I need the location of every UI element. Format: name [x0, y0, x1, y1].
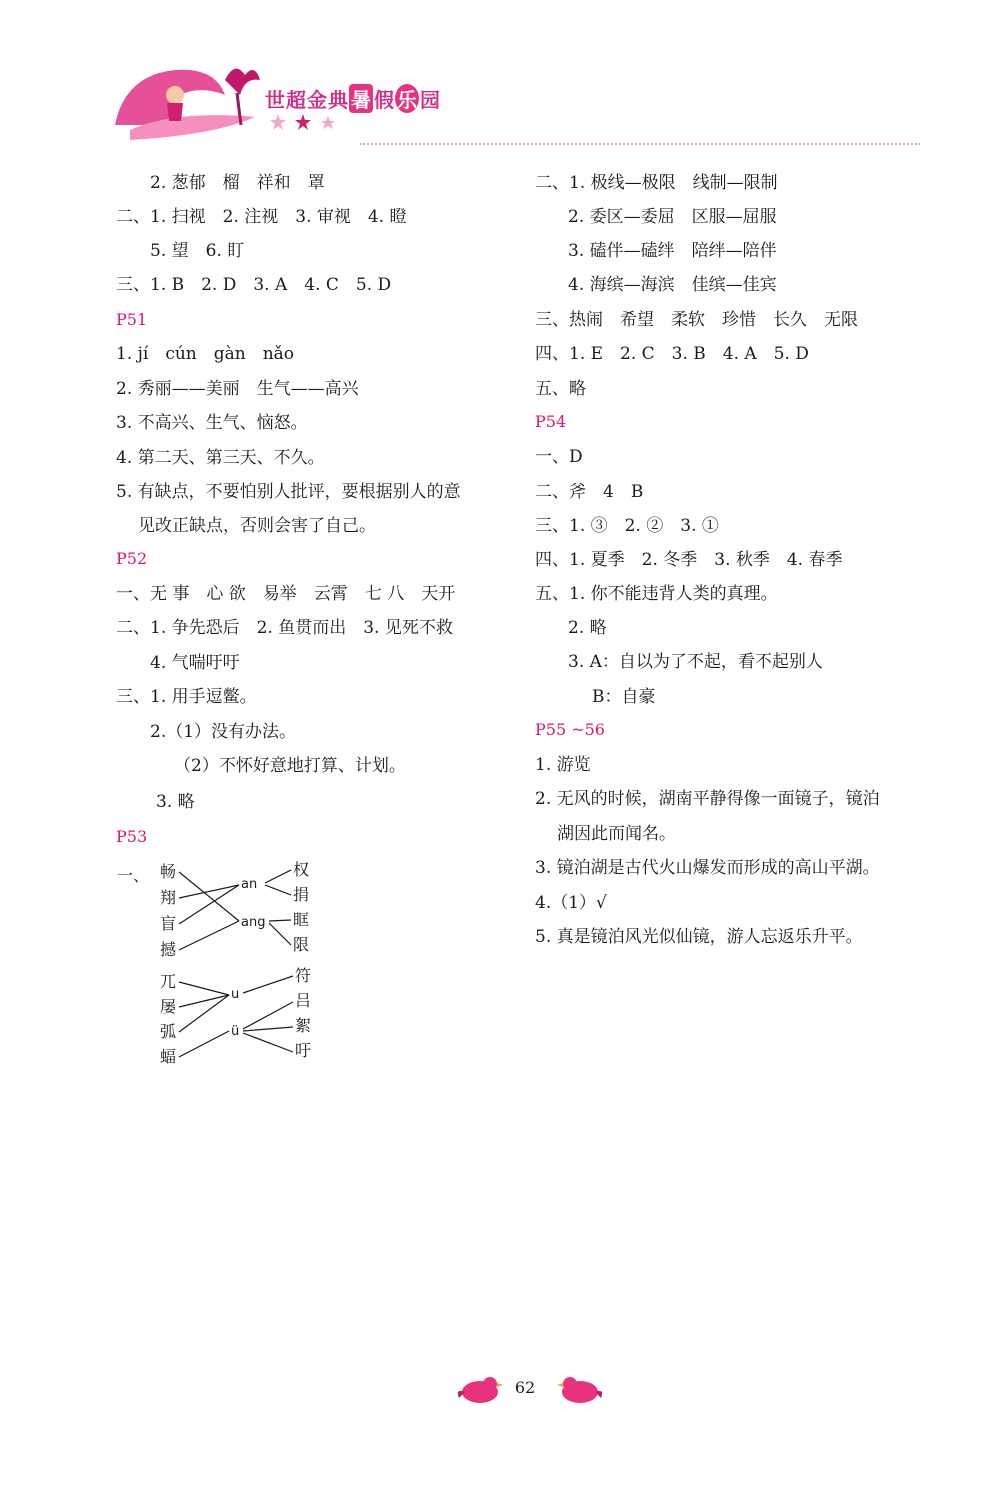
- right-line: 1. 游览: [535, 755, 591, 775]
- section-page-label: P54: [535, 412, 567, 431]
- right-line: 五、1. 你不能违背人类的真理。: [535, 584, 778, 604]
- left-line: 4. 气喘吁吁: [150, 653, 240, 673]
- left-line: 1. jí cún gàn nǎo: [116, 344, 295, 364]
- right-line: 二、斧 4 B: [535, 482, 644, 502]
- right-line: 湖因此而闻名。: [557, 824, 676, 844]
- diagram-char: 吕: [295, 991, 312, 1010]
- right-line: 3. 磕伴—磕绊 陪绊—陪伴: [568, 241, 777, 261]
- diagram-char: 翔: [160, 888, 177, 907]
- left-line: 2. 葱郁 榴 祥和 罩: [150, 173, 325, 193]
- diagram-char: 畅: [160, 862, 177, 881]
- diagram-rhyme: u: [231, 987, 240, 1002]
- right-line: 2. 略: [568, 618, 607, 638]
- left-line: 5. 有缺点，不要怕别人批评，要根据别人的意: [116, 482, 461, 502]
- surfer-logo-icon: [105, 55, 275, 145]
- diagram-char: 吁: [295, 1041, 312, 1060]
- left-line: 三、1. 用手逗鳖。: [116, 687, 257, 707]
- right-line: 4.（1）√: [535, 893, 607, 913]
- diagram-char: 眶: [293, 910, 310, 929]
- title-char: 超: [286, 87, 306, 112]
- left-line: 4. 第二天、第三天、不久。: [116, 448, 325, 468]
- diagram-char: 权: [293, 860, 310, 879]
- diagram-char: 撼: [160, 940, 177, 959]
- diagram-char: 兀: [160, 972, 177, 991]
- diagram-char: 盲: [160, 914, 177, 933]
- right-line: 3. A：自以为了不起，看不起别人: [568, 652, 823, 672]
- diagram-lines-group1: [179, 870, 291, 950]
- title-char: 金: [307, 87, 327, 112]
- diagram-char: 捐: [293, 885, 310, 904]
- page-number: 62: [514, 1378, 536, 1397]
- stars-icon: [268, 112, 358, 132]
- matching-diagram: [115, 855, 355, 1070]
- right-line: 3. 镜泊湖是古代火山爆发而形成的高山平湖。: [535, 858, 880, 878]
- diagram-char: 限: [293, 935, 310, 954]
- title-char: 暑: [349, 84, 373, 113]
- right-line: 五、略: [535, 379, 586, 399]
- bird-left-icon: [458, 1377, 503, 1403]
- diagram-char: 符: [295, 966, 312, 985]
- header-divider: [360, 143, 920, 145]
- right-line: 2. 无风的时候，湖南平静得像一面镜子，镜泊: [535, 789, 880, 809]
- section-page-label: P53: [116, 827, 148, 846]
- right-line: 三、热闹 希望 柔软 珍惜 长久 无限: [535, 310, 858, 330]
- right-line: 三、1. ③ 2. ② 3. ①: [535, 516, 719, 536]
- diagram-char: 弧: [160, 1022, 177, 1041]
- diagram-rhyme: an: [241, 877, 258, 892]
- diagram-char: 蝠: [160, 1047, 177, 1066]
- left-line: （2）不怀好意地打算、计划。: [174, 756, 406, 776]
- right-line: B：自豪: [592, 687, 656, 707]
- diagram-char: 屡: [160, 997, 177, 1016]
- right-line: 二、1. 极线—极限 线制—限制: [535, 173, 778, 193]
- left-line: 三、1. B 2. D 3. A 4. C 5. D: [116, 275, 392, 295]
- diagram-rhyme: ang: [241, 915, 266, 930]
- title-char: 世: [265, 87, 285, 112]
- title-char: 乐: [395, 84, 419, 113]
- title-char: 典: [328, 87, 348, 112]
- left-line: 二、1. 争先恐后 2. 鱼贯而出 3. 见死不救: [116, 618, 453, 638]
- left-line: 3. 略: [156, 792, 195, 812]
- left-line: 5. 望 6. 盯: [150, 241, 245, 261]
- left-line: 见改正缺点，否则会害了自己。: [138, 516, 376, 536]
- section-page-label: P55 ~56: [535, 720, 605, 739]
- diagram-rhyme: ü: [231, 1024, 240, 1039]
- diagram-char: 絮: [295, 1016, 312, 1035]
- bird-right-icon: [557, 1377, 602, 1403]
- title-char: 园: [420, 87, 440, 112]
- right-line: 4. 海缤—海滨 佳缤—佳宾: [568, 275, 777, 295]
- title-char: 假: [374, 87, 394, 112]
- left-line: 3. 不高兴、生气、恼怒。: [116, 413, 308, 433]
- right-line: 四、1. 夏季 2. 冬季 3. 秋季 4. 春季: [535, 550, 843, 570]
- left-line: 2. 秀丽——美丽 生气——高兴: [116, 379, 359, 399]
- left-line: 二、1. 扫视 2. 注视 3. 审视 4. 瞪: [116, 207, 407, 227]
- section-page-label: P52: [116, 549, 148, 568]
- right-line: 5. 真是镜泊风光似仙镜，游人忘返乐升平。: [535, 927, 863, 947]
- right-line: 2. 委区—委屈 区服—屈服: [568, 207, 777, 227]
- right-line: 一、D: [535, 447, 583, 467]
- diagram-label: 一、: [117, 866, 150, 885]
- right-line: 四、1. E 2. C 3. B 4. A 5. D: [535, 344, 809, 364]
- left-line: 2.（1）没有办法。: [150, 722, 297, 742]
- left-line: 一、无 事 心 欲 易举 云霄 七 八 天开: [116, 584, 456, 604]
- section-page-label: P51: [116, 310, 148, 329]
